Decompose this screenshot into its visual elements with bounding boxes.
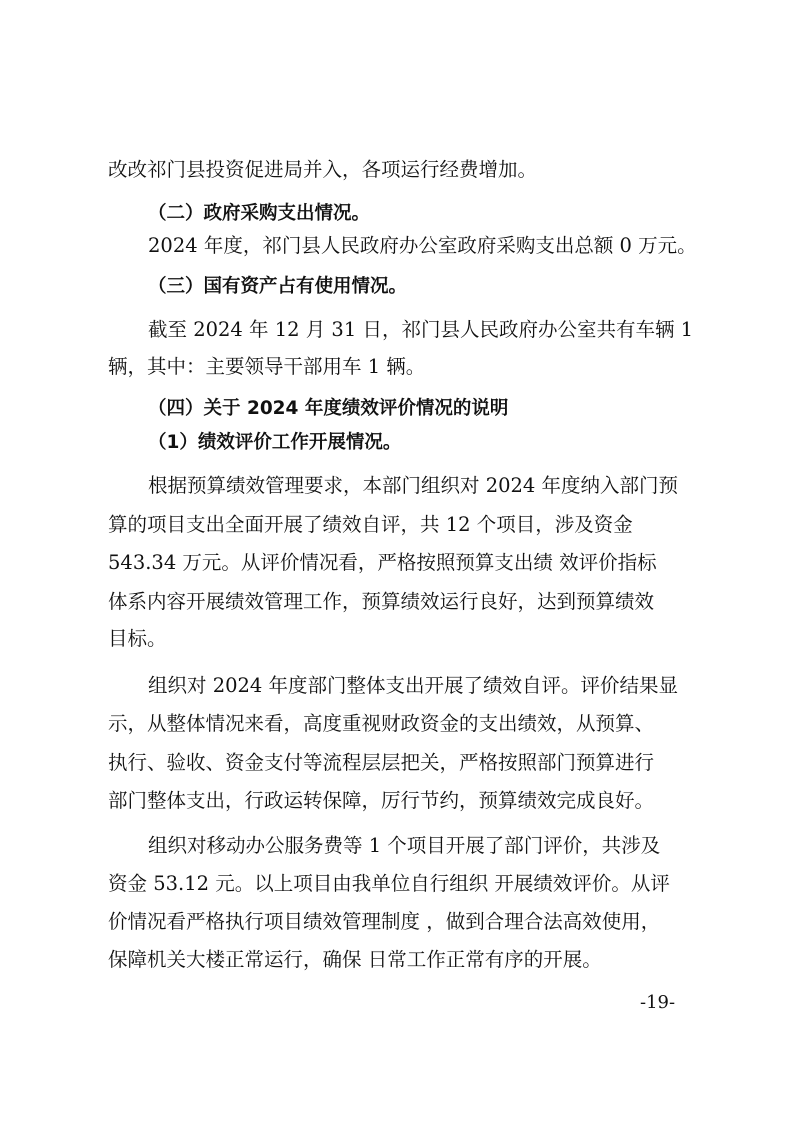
paragraph-line: 组织对移动办公服务费等 1 个项目开展了部门评价，共涉及	[148, 834, 661, 857]
paragraph-line: 组织对 2024 年度部门整体支出开展了绩效自评。评价结果显	[148, 674, 679, 697]
paragraph-line: 价情况看严格执行项目绩效管理制度 ，做到合理合法高效使用，	[108, 910, 661, 933]
paragraph-line: 执行、验收、资金支付等流程层层把关，严格按照部门预算进行	[108, 751, 655, 774]
paragraph-line: 543.34 万元。从评价情况看，严格按照预算支出绩 效评价指标	[108, 551, 657, 574]
paragraph-line: 算的项目支出全面开展了绩效自评，共 12 个项目，涉及资金	[108, 513, 633, 536]
subsection-heading: （1）绩效评价工作开展情况。	[148, 432, 402, 453]
paragraph-line: 目标。	[108, 627, 167, 650]
paragraph-line: 根据预算绩效管理要求，本部门组织对 2024 年度纳入部门预	[148, 474, 679, 497]
paragraph-line: 体系内容开展绩效管理工作，预算绩效运行良好，达到预算绩效	[108, 590, 655, 613]
paragraph-line: 资金 53.12 元。以上项目由我单位自行组织 开展绩效评价。从评	[108, 872, 670, 895]
paragraph-line: 保障机关大楼正常运行，确保 日常工作正常有序的开展。	[108, 948, 602, 971]
paragraph-line: 示，从整体情况来看，高度重视财政资金的支出绩效，从预算、	[108, 712, 655, 735]
paragraph-line: 部门整体支出，行政运转保障，厉行节约，预算绩效完成良好。	[108, 789, 655, 812]
page-number: -19-	[640, 992, 676, 1013]
section-heading-procurement: （二）政府采购支出情况。	[148, 203, 371, 224]
section-heading-performance: （四）关于 2024 年度绩效评价情况的说明	[148, 398, 509, 419]
paragraph-line: 截至 2024 年 12 月 31 日，祁门县人民政府办公室共有车辆 1	[148, 318, 694, 341]
paragraph-line: 辆，其中：主要领导干部用车 1 辆。	[108, 355, 426, 378]
paragraph-line: 改改祁门县投资促进局并入，各项运行经费增加。	[108, 158, 538, 181]
paragraph-line: 2024 年度，祁门县人民政府办公室政府采购支出总额 0 万元。	[148, 234, 697, 257]
section-heading-assets: （三）国有资产占有使用情况。	[148, 276, 408, 297]
